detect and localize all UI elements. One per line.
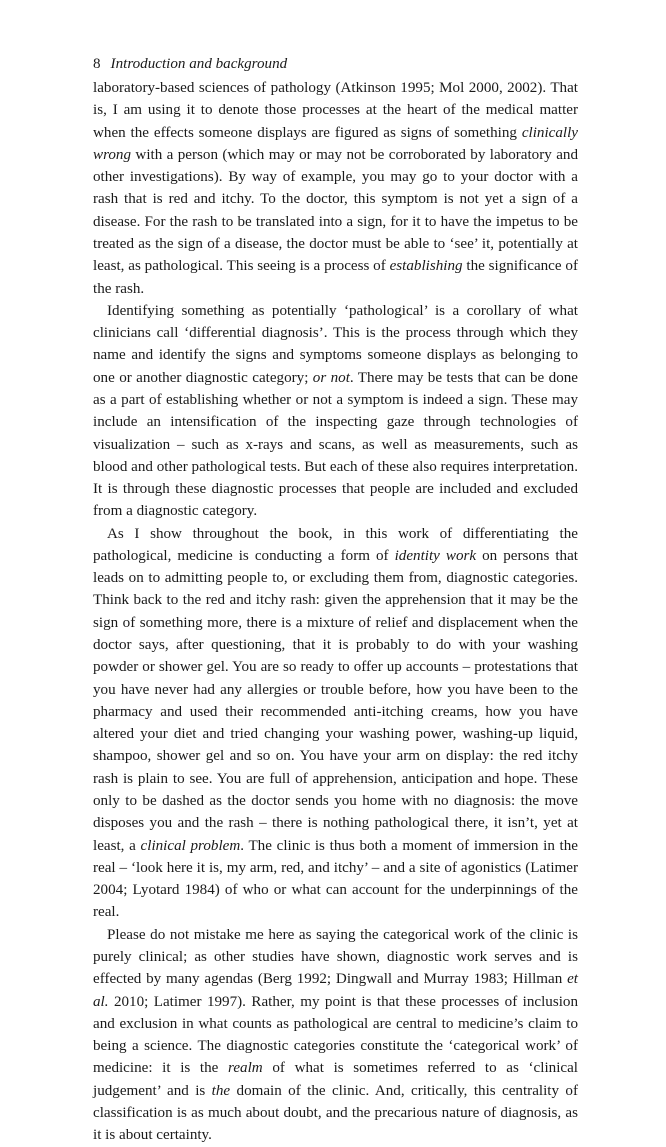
- italic-run: the: [211, 1082, 231, 1099]
- paragraph-1: [93, 77, 578, 300]
- text-run: of what is sometimes referred to as ‘clinical judgement’ and is: [93, 1060, 578, 1099]
- text-run: . The clinic is thus both a moment of immersion in the real – ‘look here it is, my arm, red, and itchy’ – and a site of agonistics (Latimer 2004; Lyotard 1984) of who or what can account for the underpinnings of the real.: [93, 837, 578, 921]
- paragraph-4: [93, 924, 578, 1147]
- section-title: Introduction and background: [110, 56, 288, 72]
- text-run: laboratory-based sciences of pathology (Atkinson 1995; Mol 2000, 2002). That is, I am using it to denote those processes at the heart of the medical matter when the effects someone displays are figured as signs of something: [93, 80, 578, 141]
- text-run: 2010; Latimer 1997). Rather, my point is that these processes of inclusion and exclusion in what counts as pathological are central to medicine’s claim to being a science. The diagnostic categories constitute the ‘categorical work’ of medicine: it is the: [93, 993, 578, 1077]
- text-run: Identifying something as potentially ‘pathological’ is a corollary of what clinicians call ‘differential diagnosis’. This is the process through which they name and identify the signs and symptoms someone displays as belonging to one or another diagnostic category;: [93, 302, 578, 386]
- italic-run: et al.: [93, 971, 578, 1010]
- text-run: domain of the clinic. And, critically, this centrality of classification is as much about doubt, and the precarious nature of diagnosis, as it is about certainty.: [93, 1082, 578, 1144]
- paragraph-3: [93, 523, 578, 924]
- text-run: . There may be tests that can be done as a part of establishing whether or not a symptom is indeed a sign. These may include an intensification of the inspecting gaze through technologies of visualization – such as x-rays and scans, as well as measurements, such as blood and other pathological tests. But each of these also requires interpretation. It is through these diagnostic processes that people are included and excluded from a diagnostic category.: [93, 369, 578, 520]
- text-run: the significance of the rash.: [93, 258, 578, 297]
- text-run: with a person (which may or may not be corroborated by laboratory and other investigations). By way of example, you may go to your doctor with a rash that is red and itchy. To the doctor, this symptom is not yet a sign of a disease. For the rash to be translated into a sign, for it to have the impetus to be treated as the sign of a disease, the doctor must be able to ‘see’ it, potentially at least, as pathological. This seeing is a process of: [93, 146, 578, 275]
- paragraph-2: [93, 300, 578, 523]
- running-head: [93, 53, 578, 75]
- italic-run: establishing: [389, 258, 463, 275]
- italic-run: or not: [312, 369, 350, 386]
- italic-run: identity work: [394, 547, 477, 564]
- italic-run: clinical problem: [140, 837, 241, 854]
- text-run: on persons that leads on to admitting people to, or excluding them from, diagnostic categories. Think back to the red and itchy rash: given the apprehension that it may be the sign of something more, there is a mixture of relief and displacement when the doctor says, after questioning, that it is probably to do with your washing powder or shower gel. You are so ready to offer up accounts – protestations that you have never had any allergies or trouble before, how you have been to the pharmacy and used their recommended anti-itching creams, how you have altered your diet and tried changing your washing power, washing-up liquid, shampoo, shower gel and so on. You have your arm on display: the red itchy rash is plain to see. You are full of apprehension, anticipation and hope. These only to be dashed as the doctor sends you home with no diagnosis: the move disposes you and the rash – there is nothing pathological there, it isn’t, yet at least, a: [93, 547, 578, 854]
- page-number: 8: [93, 56, 101, 72]
- text-run: As I show throughout the book, in this work of differentiating the pathological, medicine is conducting a form of: [93, 525, 578, 564]
- italic-run: realm: [228, 1060, 263, 1077]
- body-text: [93, 77, 578, 1147]
- italic-run: clinically wrong: [93, 124, 578, 163]
- text-run: Please do not mistake me here as saying the categorical work of the clinic is purely clinical; as other studies have shown, diagnostic work serves and is effected by many agendas (Berg 1992; Dingwall and Murray 1983; Hillman: [93, 926, 578, 988]
- book-page: [93, 53, 578, 1147]
